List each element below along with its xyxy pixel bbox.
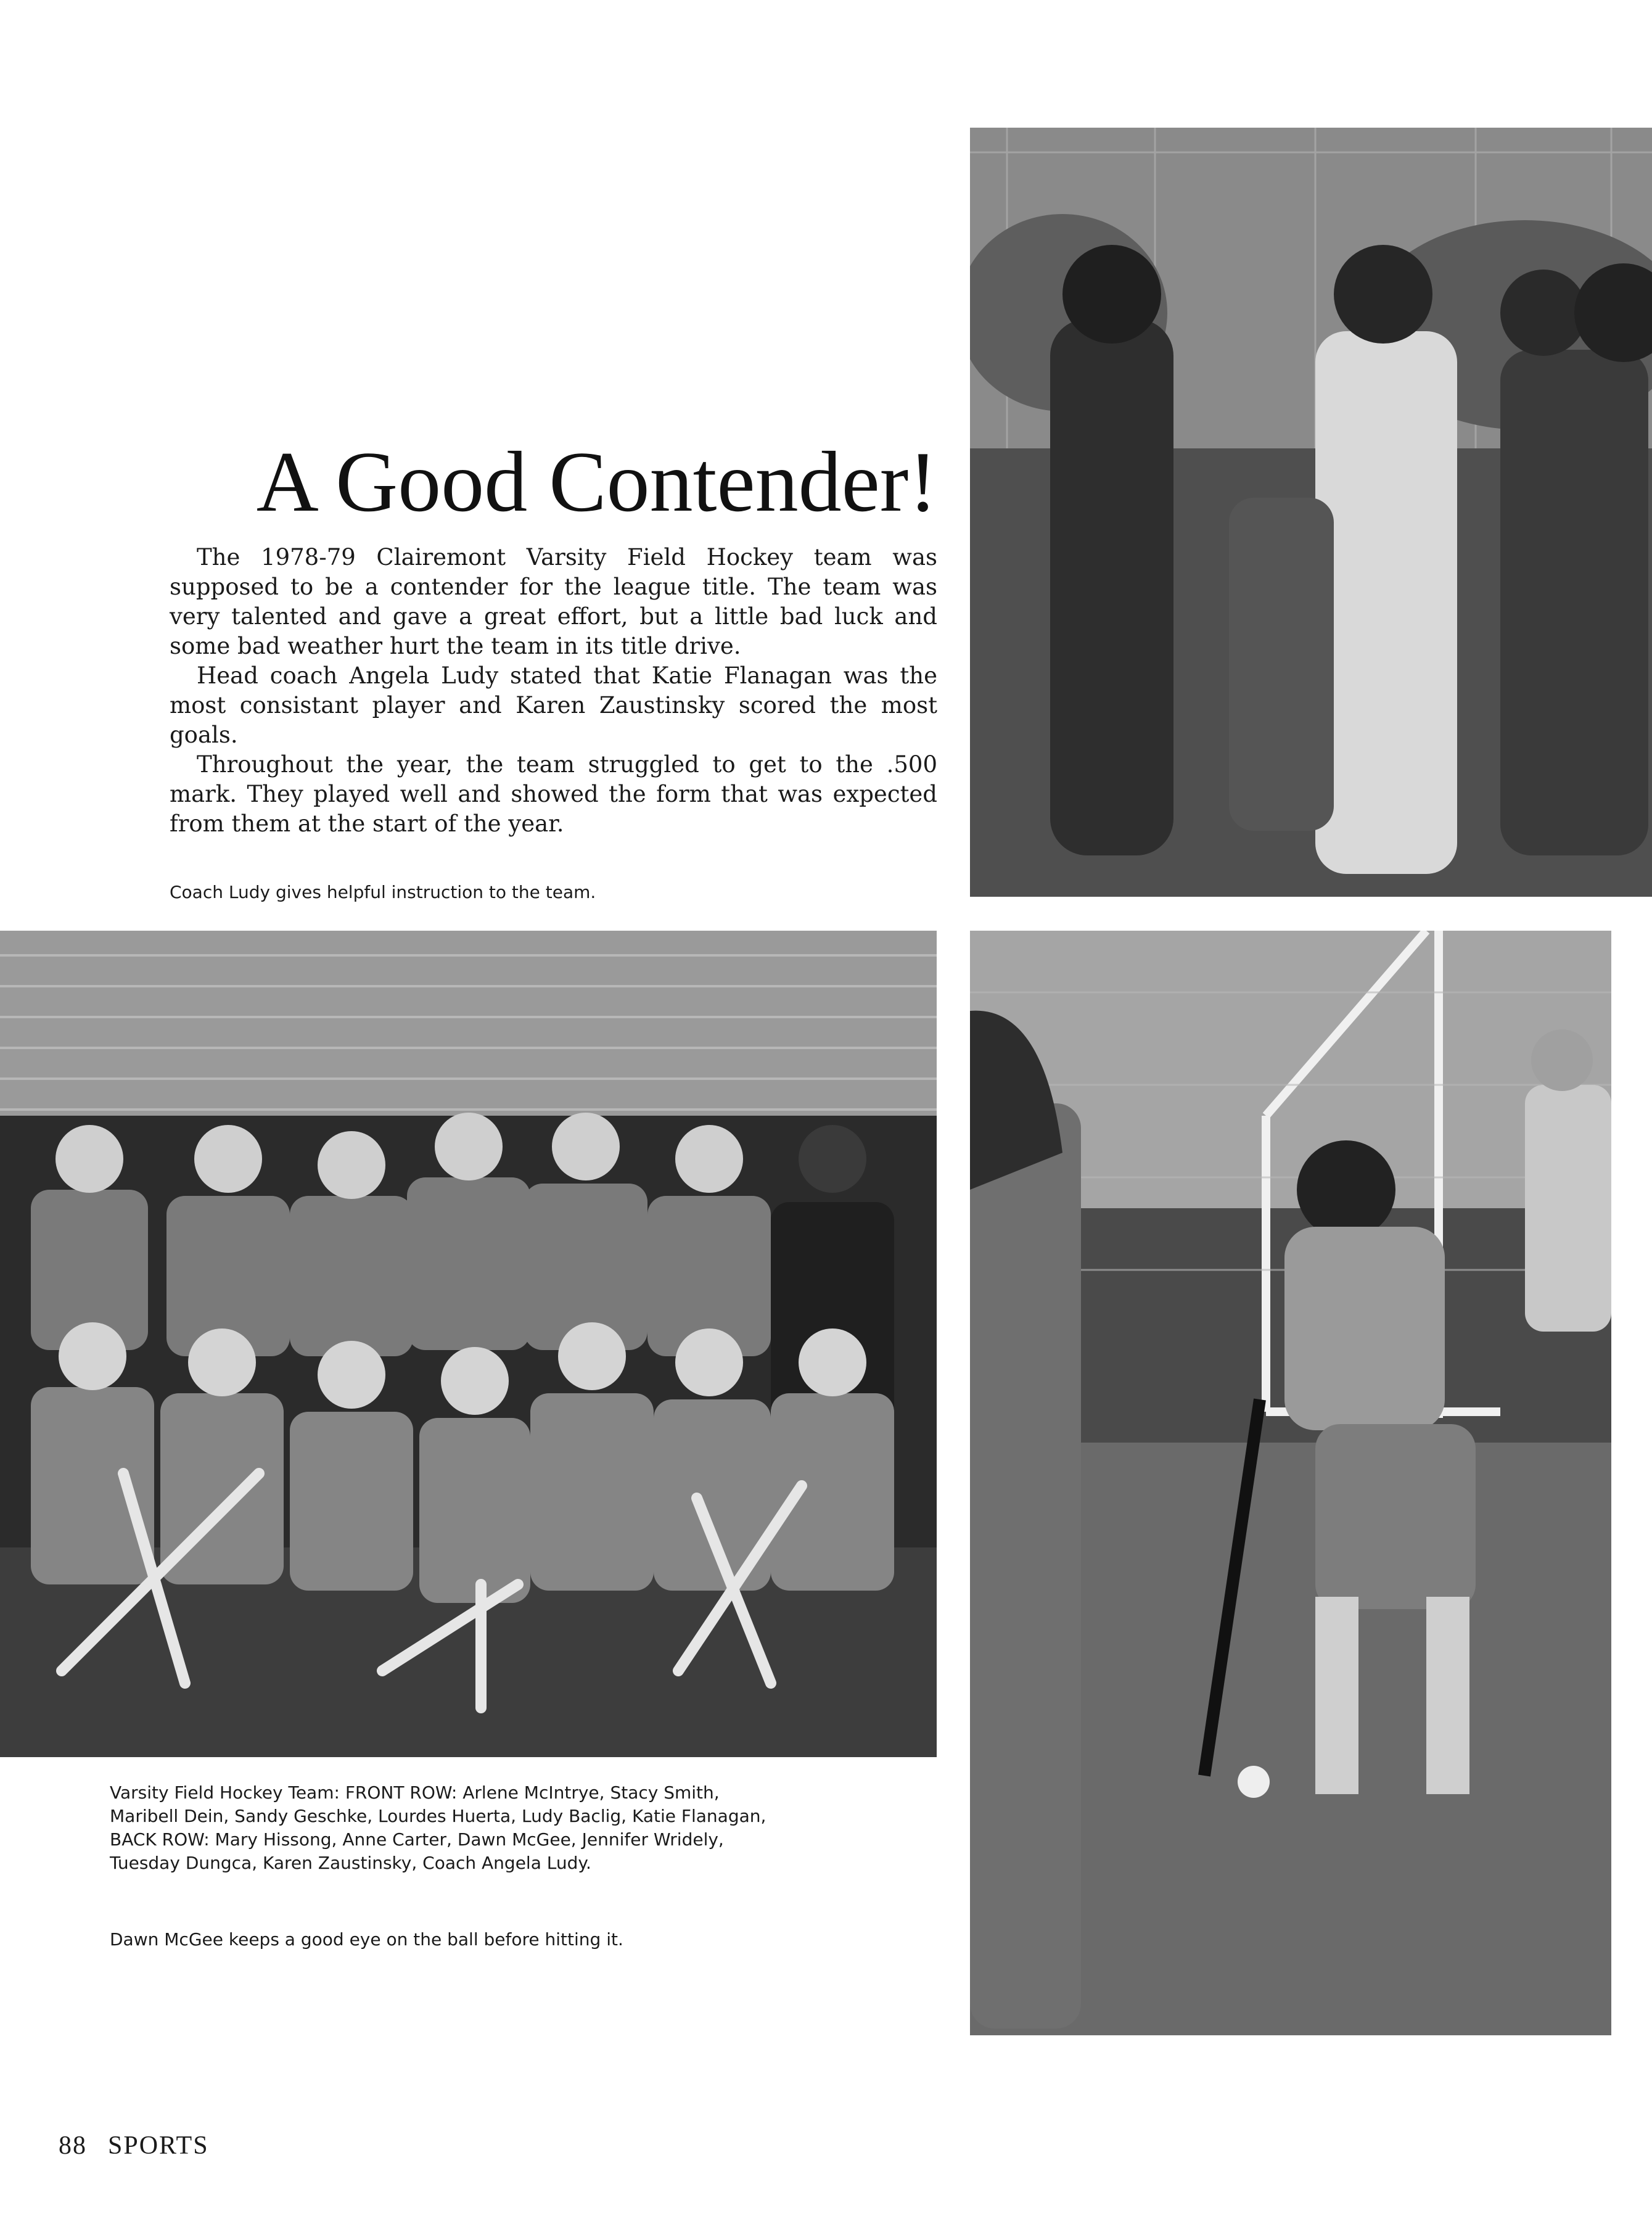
photo-coach-huddle xyxy=(970,128,1652,897)
article-body xyxy=(170,543,937,839)
page-number: 88 xyxy=(59,2132,87,2160)
caption-action: Dawn McGee keeps a good eye on the ball before hitting it. xyxy=(110,1929,623,1950)
caption-team-roster: Varsity Field Hockey Team: FRONT ROW: Arlene McIntrye, Stacy Smith, Maribell Dein, Sandy Geschke, Lourdes Huerta, Ludy Baclig, Katie Flanagan, BACK ROW: Mary Hissong, Anne Carter, Dawn McGee, Jennifer Wridely, Tuesday Dungca, Karen Zaustinsky, Coach Angela Ludy. xyxy=(110,1782,766,1873)
page-footer xyxy=(59,2131,209,2160)
photo-action-shot xyxy=(970,931,1611,2035)
article-paragraph: Head coach Angela Ludy stated that Katie Flanagan was the most consistant player and Karen Zaustinsky scored the most goals. xyxy=(170,662,937,748)
caption-huddle: Coach Ludy gives helpful instruction to the team. xyxy=(170,882,596,902)
section-name: SPORTS xyxy=(108,2132,209,2160)
photo-team-portrait xyxy=(0,931,937,1757)
article-paragraph: The 1978-79 Clairemont Varsity Field Hockey team was supposed to be a contender for the league title. The team was very talented and gave a great effort, but a little bad luck and some bad weather hurt the team in its title drive. xyxy=(170,544,937,659)
headline: A Good Contender! xyxy=(256,434,937,530)
article-paragraph: Throughout the year, the team struggled to get to the .500 mark. They played well and showed the form that was expected from them at the start of the year. xyxy=(170,751,937,837)
